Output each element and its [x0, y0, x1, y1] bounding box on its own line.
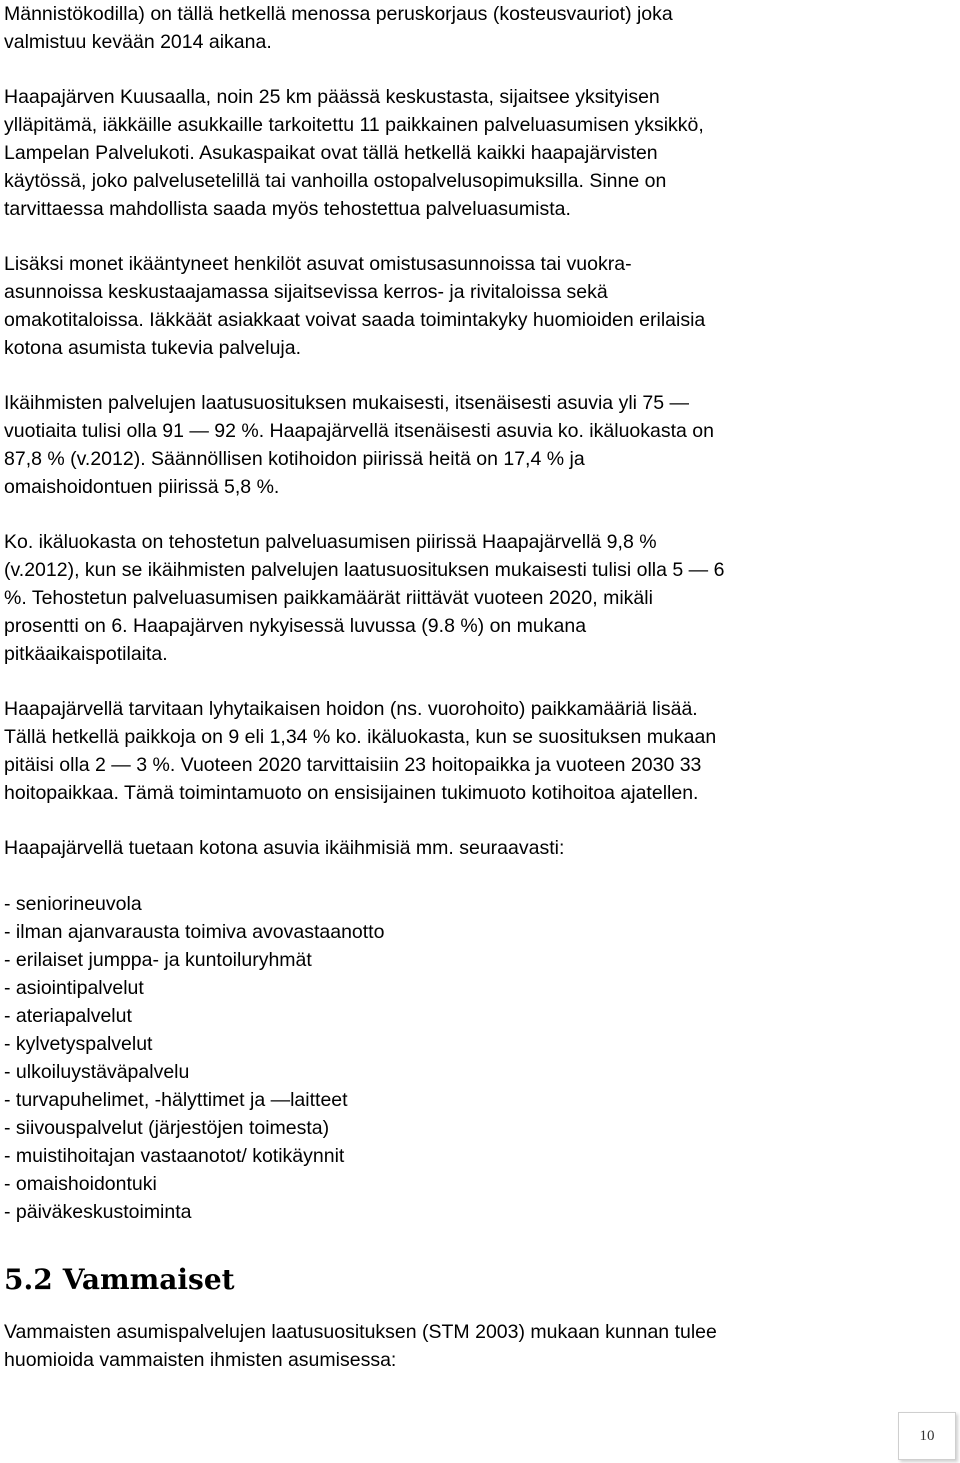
paragraph-short-term-care — [4, 695, 884, 807]
paragraph-disabled-housing — [4, 1318, 884, 1374]
text-line: vuotiaita tulisi olla 91 — 92 %. Haapajärvellä itsenäisesti asuvia ko. ikäluokasta on — [4, 420, 714, 442]
text-line: 87,8 % (v.2012). Säännöllisen kotihoidon piirissä heitä on 17,4 % ja — [4, 448, 585, 470]
paragraph-enhanced-housing — [4, 528, 884, 668]
list-item: - erilaiset jumppa- ja kuntoiluryhmät — [4, 949, 312, 971]
text-line: pitäisi olla 2 — 3 %. Vuoteen 2020 tarvittaisiin 23 hoitopaikka ja vuoteen 2030 33 — [4, 754, 702, 776]
text-line: tarvittaessa mahdollista saada myös tehostettua palveluasumista. — [4, 198, 571, 220]
text-line: omakotitaloissa. Iäkkäät asiakkaat voivat saada toimintakyky huomioiden erilaisia — [4, 309, 706, 331]
list-item: - muistihoitajan vastaanotot/ kotikäynnit — [4, 1145, 345, 1167]
text-line: ylläpitämä, iäkkäille asukkaille tarkoitettu 11 paikkainen palveluasumisen yksikkö, — [4, 114, 704, 136]
list-item: - asiointipalvelut — [4, 977, 144, 999]
list-item: - kylvetyspalvelut — [4, 1033, 153, 1055]
text-line: %. Tehostetun palveluasumisen paikkamäärät riittävät vuoteen 2020, mikäli — [4, 587, 653, 609]
list-item: - omaishoidontuki — [4, 1173, 157, 1195]
text-line: pitkäaikaispotilaita. — [4, 643, 168, 665]
section-title: Vammaiset — [62, 1263, 235, 1296]
text-line: käytössä, joko palvelusetelillä tai vanhoilla ostopalvelusopimuksilla. Sinne on — [4, 170, 667, 192]
document-page — [4, 0, 884, 1374]
text-line: Tällä hetkellä paikkoja on 9 eli 1,34 % ko. ikäluokasta, kun se suosituksen mukaan — [4, 726, 717, 748]
text-line: Lisäksi monet ikääntyneet henkilöt asuvat omistusasunnoissa tai vuokra- — [4, 253, 632, 275]
paragraph-lampela — [4, 83, 884, 223]
service-list — [4, 890, 884, 1226]
paragraph-renovation — [4, 0, 884, 56]
section-heading — [4, 1260, 884, 1300]
text-line: Ikäihmisten palvelujen laatusuosituksen mukaisesti, itsenäisesti asuvia yli 75 — — [4, 392, 690, 414]
paragraph-quality-recommendation — [4, 389, 884, 501]
paragraph-support-intro — [4, 834, 884, 862]
list-item: - turvapuhelimet, -hälyttimet ja —laitteet — [4, 1089, 348, 1111]
text-line: Ko. ikäluokasta on tehostetun palveluasumisen piirissä Haapajärvellä 9,8 % — [4, 531, 657, 553]
list-item: - seniorineuvola — [4, 893, 142, 915]
text-line: prosentti on 6. Haapajärven nykyisessä luvussa (9.8 %) on mukana — [4, 615, 587, 637]
text-line: valmistuu kevään 2014 aikana. — [4, 31, 272, 53]
text-line: kotona asumista tukevia palveluja. — [4, 337, 302, 359]
list-item: - ateriapalvelut — [4, 1005, 132, 1027]
text-line: Haapajärven Kuusaalla, noin 25 km päässä keskustasta, sijaitsee yksityisen — [4, 86, 660, 108]
page-number: 10 — [898, 1412, 956, 1460]
paragraph-home-living — [4, 250, 884, 362]
text-line: (v.2012), kun se ikäihmisten palvelujen laatusuosituksen mukaisesti tulisi olla 5 — 6 — [4, 559, 725, 581]
text-line: Haapajärvellä tarvitaan lyhytaikaisen hoidon (ns. vuorohoito) paikkamääriä lisää. — [4, 698, 698, 720]
list-item: - ulkoiluystäväpalvelu — [4, 1061, 190, 1083]
text-line: Haapajärvellä tuetaan kotona asuvia ikäihmisiä mm. seuraavasti: — [4, 837, 565, 859]
text-line: Vammaisten asumispalvelujen laatusuosituksen (STM 2003) mukaan kunnan tulee — [4, 1321, 717, 1343]
text-line: Lampelan Palvelukoti. Asukaspaikat ovat tällä hetkellä kaikki haapajärvisten — [4, 142, 658, 164]
text-line: asunnoissa keskustaajamassa sijaitsevissa kerros- ja rivitaloissa sekä — [4, 281, 608, 303]
text-line: hoitopaikkaa. Tämä toimintamuoto on ensisijainen tukimuoto kotihoitoa ajatellen. — [4, 782, 699, 804]
text-line: omaishoidontuen piirissä 5,8 %. — [4, 476, 280, 498]
list-item: - päiväkeskustoiminta — [4, 1201, 192, 1223]
text-line: huomioida vammaisten ihmisten asumisessa: — [4, 1349, 397, 1371]
list-item: - ilman ajanvarausta toimiva avovastaanotto — [4, 921, 385, 943]
text-line: Männistökodilla) on tällä hetkellä menossa peruskorjaus (kosteusvauriot) joka — [4, 3, 673, 25]
section-number: 5.2 — [4, 1263, 53, 1296]
list-item: - siivouspalvelut (järjestöjen toimesta) — [4, 1117, 330, 1139]
